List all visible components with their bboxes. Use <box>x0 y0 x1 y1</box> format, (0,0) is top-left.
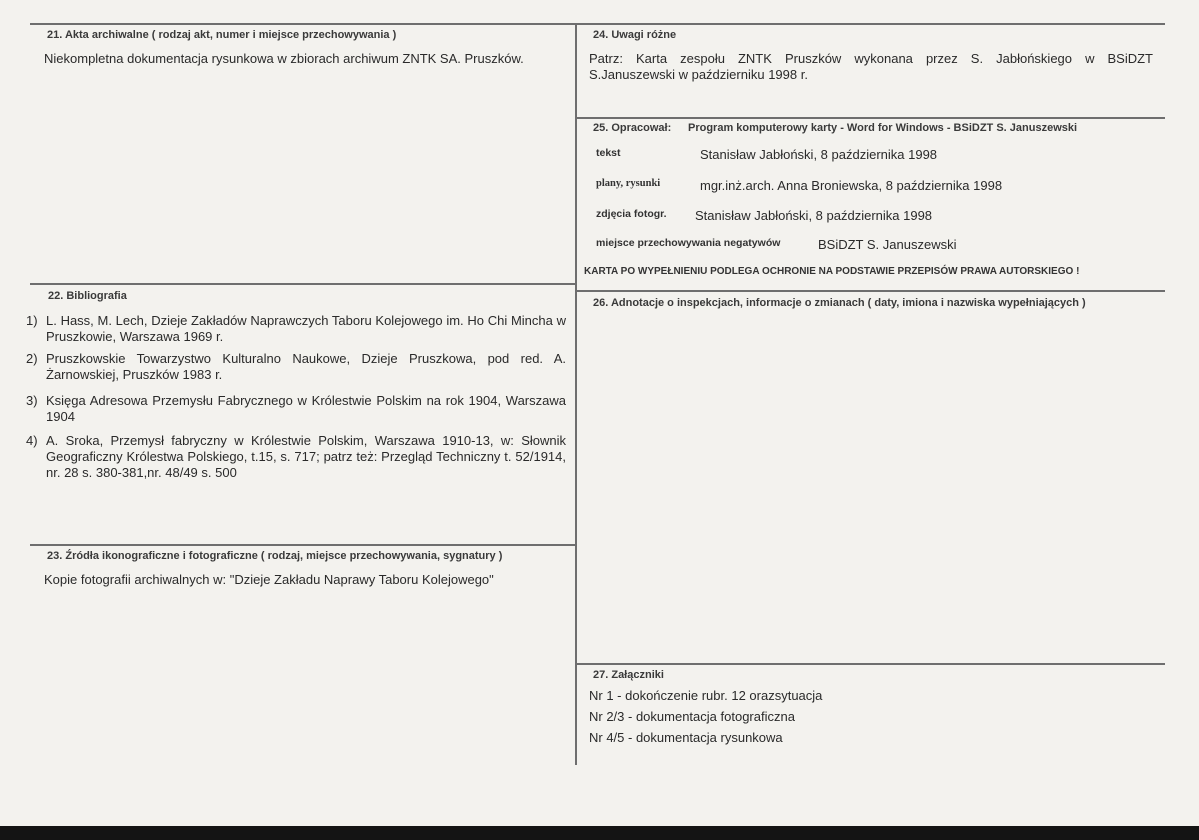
top-rule <box>30 23 1165 25</box>
s21-text: Niekompletna dokumentacja rysunkowa w zbiorach archiwum ZNTK SA. Pruszków. <box>44 51 524 66</box>
s25-label-zdjecia: zdjęcia fotogr. <box>596 208 667 220</box>
bibliography-item-3 <box>26 393 566 425</box>
s22-header: 22. Bibliografia <box>48 290 127 302</box>
s25-label-negatywy: miejsce przechowywania negatywów <box>596 237 781 249</box>
bibliography-item-2 <box>26 351 566 383</box>
s25-value-plany: mgr.inż.arch. Anna Broniewska, 8 października 1998 <box>700 178 1003 193</box>
attachment-item-2: Nr 2/3 - dokumentacja fotograficzna <box>589 709 795 724</box>
s25-value-tekst: Stanisław Jabłoński, 8 października 1998 <box>700 147 938 162</box>
s26-header: 26. Adnotacje o inspekcjach, informacje o zmianach ( daty, imiona i nazwiska wypełniających ) <box>593 297 1086 309</box>
s23-text: Kopie fotografii archiwalnych w: "Dzieje Zakładu Naprawy Taboru Kolejowego" <box>44 572 494 587</box>
bibliography-item-text: Księga Adresowa Przemysłu Fabrycznego w Królestwie Polskim na rok 1904, Warszawa 1904 <box>46 393 566 424</box>
s24-line2: S.Januszewski w październiku 1998 r. <box>589 67 808 82</box>
bibliography-item-num: 1) <box>26 313 38 328</box>
rule-s21-s22 <box>30 283 575 285</box>
rule-s26-s27 <box>577 663 1165 665</box>
bibliography-item-text: L. Hass, M. Lech, Dzieje Zakładów Naprawczych Taboru Kolejowego im. Ho Chi Mincha w Pruszkowie, Warszawa 1969 r. <box>46 313 566 344</box>
bibliography-item-4 <box>26 433 566 481</box>
attachment-item-1: Nr 1 - dokończenie rubr. 12 orazsytuacja <box>589 688 823 703</box>
s25-value-zdjecia: Stanisław Jabłoński, 8 października 1998 <box>695 208 933 223</box>
bibliography-item-text: A. Sroka, Przemysł fabryczny w Królestwie Polskim, Warszawa 1910-13, w: Słownik Geograficzny Królestwa Polskiego, t.15, s. 717; patrz też: Przegląd Techniczny t. 52/1914, nr. 28 s. 380-381,nr. 48/49 s. 500 <box>46 433 566 480</box>
s25-program: Program komputerowy karty - Word for Windows - BSiDZT S. Januszewski <box>688 122 1078 134</box>
rule-s24-s25 <box>577 117 1165 119</box>
bibliography-item-num: 3) <box>26 393 38 408</box>
s24-header: 24. Uwagi różne <box>593 29 677 41</box>
s25-label-plany: plany, rysunki <box>596 178 661 189</box>
bibliography-item-1 <box>26 313 566 345</box>
s25-label-tekst: tekst <box>596 147 621 159</box>
bibliography-item-num: 2) <box>26 351 38 366</box>
s21-header: 21. Akta archiwalne ( rodzaj akt, numer i miejsce przechowywania ) <box>47 29 397 41</box>
rule-s22-s23 <box>30 544 575 546</box>
copyright-notice: KARTA PO WYPEŁNIENIU PODLEGA OCHRONIE NA PODSTAWIE PRZEPISÓW PRAWA AUTORSKIEGO ! <box>584 266 1080 277</box>
s25-value-negatywy: BSiDZT S. Januszewski <box>818 237 957 252</box>
s25-header: 25. Opracował: <box>593 122 672 134</box>
bibliography-item-text: Pruszkowskie Towarzystwo Kulturalno Naukowe, Dzieje Pruszkowa, pod red. A. Żarnowskiej, Pruszków 1983 r. <box>46 351 566 382</box>
s27-header: 27. Załączniki <box>593 669 664 681</box>
bibliography-item-num: 4) <box>26 433 38 448</box>
s24-line1: Patrz: Karta zespołu ZNTK Pruszków wykonana przez S. Jabłońskiego w BSiDZT <box>589 51 1153 66</box>
rule-s25-s26 <box>577 290 1165 292</box>
center-divider <box>575 23 577 765</box>
s23-header: 23. Źródła ikonograficzne i fotograficzne ( rodzaj, miejsce przechowywania, sygnatury ) <box>47 550 503 562</box>
attachment-item-3: Nr 4/5 - dokumentacja rysunkowa <box>589 730 783 745</box>
